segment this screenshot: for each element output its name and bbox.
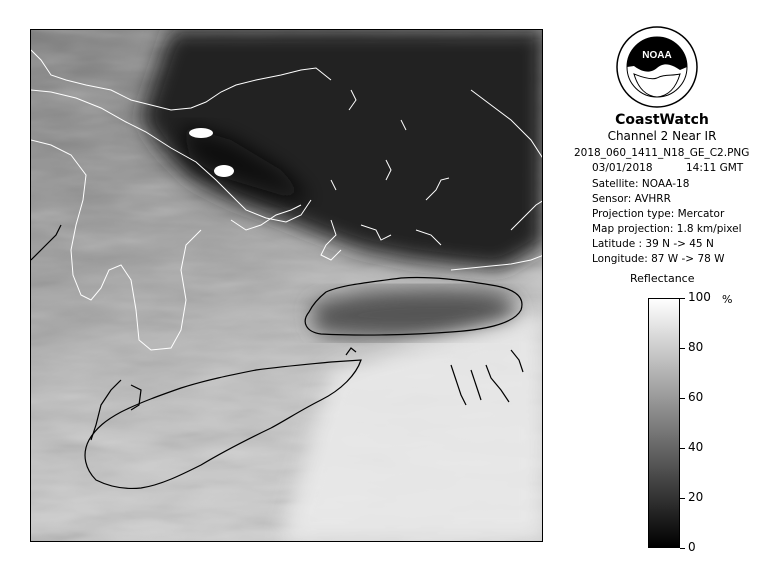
satellite-text: Satellite: NOAA-18 [592,178,690,190]
satellite-map[interactable] [30,29,543,542]
scale-tick-label: 100 [688,290,711,304]
scale-tick-label: 80 [688,340,704,354]
scale-tick-label: 40 [688,440,704,454]
snow-patch [189,128,213,138]
filename-text: 2018_060_1411_N18_GE_C2.PNG [574,147,750,159]
scale-tick-mark [680,398,685,399]
scale-tick-mark [680,498,685,499]
sensor-text: Sensor: AVHRR [592,193,671,205]
scale-tick-label: 60 [688,390,704,404]
longitude-text: Longitude: 87 W -> 78 W [592,253,725,265]
scale-unit: % [722,293,733,306]
panel-title: CoastWatch [615,112,709,128]
map-canvas [31,30,543,542]
scale-tick-label: 0 [688,540,696,554]
noaa-logo [616,26,698,108]
date-text: 03/01/2018 [592,162,653,174]
map-projection-text: Map projection: 1.8 km/pixel [592,223,742,235]
snow-patch [214,165,234,177]
scale-tick-mark [680,298,685,299]
panel-subtitle: Channel 2 Near IR [607,129,717,143]
reflectance-colorbar [648,298,680,548]
latitude-text: Latitude : 39 N -> 45 N [592,238,714,250]
svg-text:NOAA: NOAA [642,50,672,61]
scale-title: Reflectance [630,272,695,285]
scale-tick-mark [680,548,685,549]
time-text: 14:11 GMT [686,162,744,174]
scale-tick-label: 20 [688,490,704,504]
scale-tick-mark [680,348,685,349]
projection-type-text: Projection type: Mercator [592,208,725,220]
scale-tick-mark [680,448,685,449]
